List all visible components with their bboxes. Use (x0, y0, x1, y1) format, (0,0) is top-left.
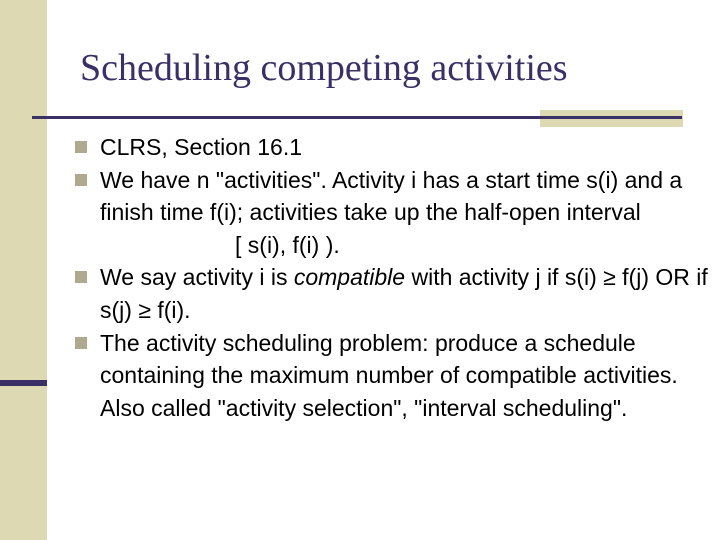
bullet-item-reference (72, 131, 712, 164)
emphasized-term: compatible (293, 264, 406, 291)
slide-title: Scheduling competing activities (80, 47, 568, 89)
bullet-item-compatibility (72, 261, 712, 326)
bullet-item-activities-definition (72, 164, 712, 262)
bullet-list (72, 131, 712, 424)
square-bullet-icon (75, 337, 87, 349)
square-bullet-icon (75, 271, 87, 283)
left-decorative-band (0, 0, 47, 540)
square-bullet-icon (75, 141, 87, 153)
square-bullet-icon (75, 174, 87, 186)
bullet-item-problem-statement (72, 327, 712, 425)
bullet-text: We have n "activities". Activity i has a start time s(i) and a finish time f(i); activities take up the half-open interval (100, 166, 683, 226)
left-band-accent-bar (0, 380, 47, 386)
bullet-text: The activity scheduling problem: produce a schedule containing the maximum number of compatible activities. Also called "activity selection", "interval scheduling". (100, 329, 678, 421)
bullet-text-before: We say activity i is (100, 264, 294, 291)
interval-notation: [ s(i), f(i) ). (235, 231, 340, 258)
bullet-text: CLRS, Section 16.1 (100, 134, 303, 160)
bullet-text-after: with activity j if s(i) ≥ f(j) OR if s(j) ≥ f(i). (100, 264, 708, 323)
title-underline-rule (32, 116, 682, 119)
